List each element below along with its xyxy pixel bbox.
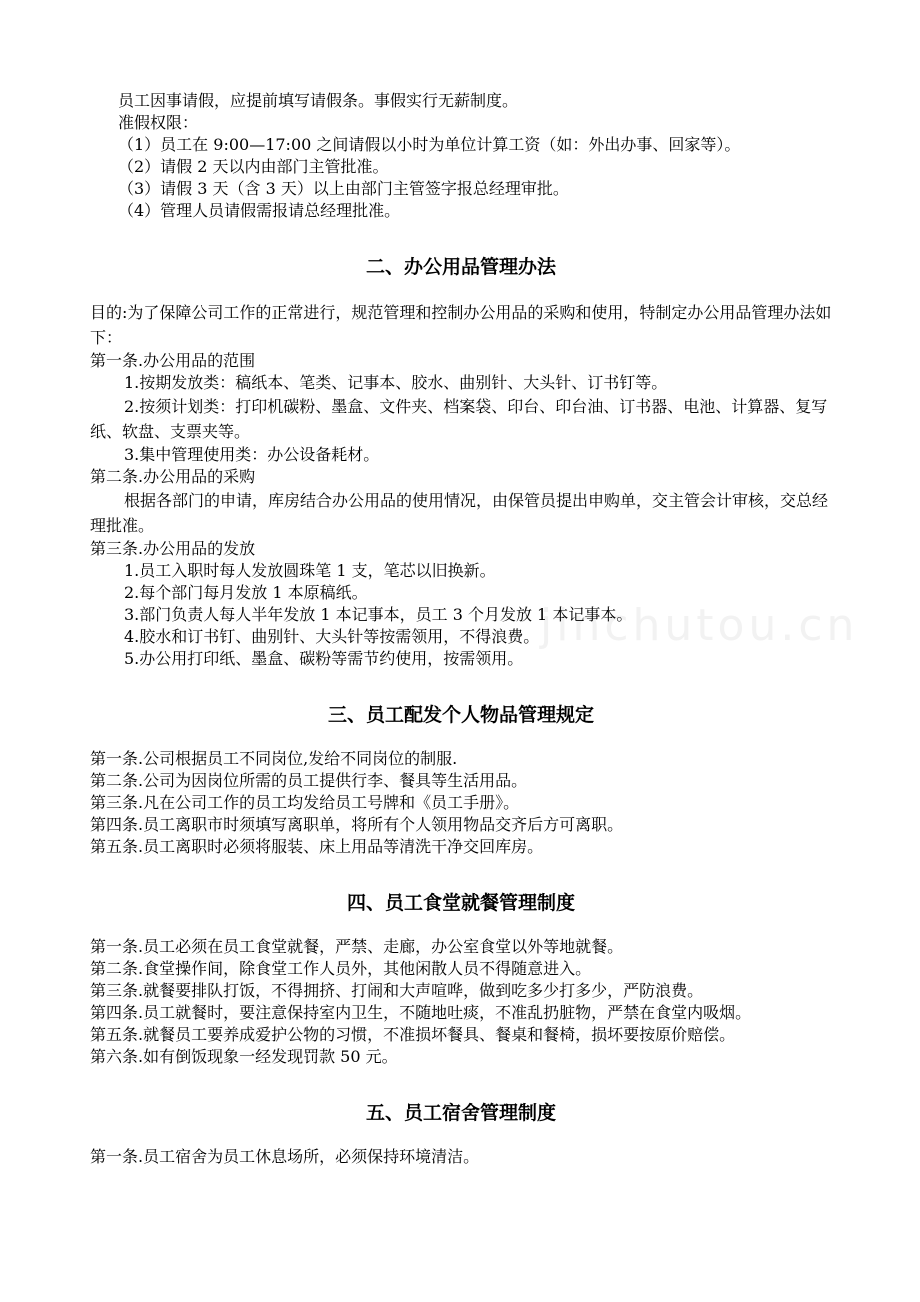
watermark: jinchutou.cn bbox=[540, 600, 859, 651]
section-3-body bbox=[90, 748, 832, 858]
article-title: 第一条.办公用品的范围 bbox=[90, 351, 256, 370]
leave-item: （3）请假 3 天（含 3 天）以上由部门主管签字报总经理审批。 bbox=[118, 179, 569, 198]
article-body: 根据各部门的申请，库房结合办公用品的使用情况，由保管员提出申购单，交主管会计审核，交总经理批准。 bbox=[90, 491, 829, 535]
document-page bbox=[90, 90, 832, 1168]
list-item: 第一条.员工必须在员工食堂就餐，严禁、走廊，办公室食堂以外等地就餐。 bbox=[90, 937, 624, 956]
leave-line-1: 员工因事请假，应提前填写请假条。事假实行无薪制度。 bbox=[118, 91, 519, 110]
list-item: 第一条.公司根据员工不同岗位,发给不同岗位的制服. bbox=[90, 749, 458, 768]
list-item: 第五条.员工离职时必须将服装、床上用品等清洗干净交回库房。 bbox=[90, 837, 544, 856]
section-3-title: 三、员工配发个人物品管理规定 bbox=[327, 704, 594, 726]
leave-item: （2）请假 2 天以内由部门主管批准。 bbox=[118, 157, 389, 176]
article-title: 第二条.办公用品的采购 bbox=[90, 467, 256, 486]
section-5-body bbox=[90, 1146, 832, 1168]
section-2-title: 二、办公用品管理办法 bbox=[365, 256, 556, 278]
list-item: 第三条.就餐要排队打饭，不得拥挤、打闹和大声喧哗，做到吃多少打多少，严防浪费。 bbox=[90, 981, 704, 1000]
section-2-body bbox=[90, 300, 832, 670]
list-item: 2.按须计划类：打印机碳粉、墨盒、文件夹、档案袋、印台、印台油、订书器、电池、计算器、复写纸、软盘、支票夹等。 bbox=[90, 397, 828, 441]
list-item: 第二条.食堂操作间，除食堂工作人员外，其他闲散人员不得随意进入。 bbox=[90, 959, 592, 978]
list-item: 5.办公用打印纸、墨盒、碳粉等需节约使用，按需领用。 bbox=[124, 649, 524, 668]
leave-line-2: 准假权限： bbox=[118, 113, 199, 132]
list-item: 第二条.公司为因岗位所需的员工提供行李、餐具等生活用品。 bbox=[90, 771, 528, 790]
section-5-title: 五、员工宿舍管理制度 bbox=[365, 1102, 556, 1124]
list-item: 1.按期发放类：稿纸本、笔类、记事本、胶水、曲别针、大头针、订书钉等。 bbox=[124, 373, 668, 392]
list-item: 2.每个部门每月发放 1 本原稿纸。 bbox=[124, 583, 368, 602]
list-item: 第三条.凡在公司工作的员工均发给员工号牌和《员工手册》。 bbox=[90, 793, 520, 812]
section-4-body bbox=[90, 936, 832, 1068]
list-item: 1.员工入职时每人发放圆珠笔 1 支，笔芯以旧换新。 bbox=[124, 561, 496, 580]
list-item: 第五条.就餐员工要养成爱护公物的习惯，不准损坏餐具、餐桌和餐椅，损坏要按原价赔偿。 bbox=[90, 1025, 736, 1044]
list-item: 第六条.如有倒饭现象一经发现罚款 50 元。 bbox=[90, 1047, 398, 1066]
leave-block bbox=[90, 90, 832, 222]
list-item: 4.胶水和订书钉、曲别针、大头针等按需领用，不得浪费。 bbox=[124, 627, 540, 646]
leave-item: （4）管理人员请假需报请总经理批准。 bbox=[118, 201, 401, 220]
leave-item: （1）员工在 9:00—17:00 之间请假以小时为单位计算工资（如：外出办事、回家等）。 bbox=[118, 135, 741, 154]
list-item: 第四条.员工就餐时，要注意保持室内卫生，不随地吐痰，不准乱扔脏物，严禁在食堂内吸烟。 bbox=[90, 1003, 752, 1022]
list-item: 第一条.员工宿舍为员工休息场所，必须保持环境清洁。 bbox=[90, 1147, 480, 1166]
list-item: 3.部门负责人每人半年发放 1 本记事本，员工 3 个月发放 1 本记事本。 bbox=[124, 605, 633, 624]
section-2-purpose: 目的:为了保障公司工作的正常进行，规范管理和控制办公用品的采购和使用，特制定办公用品管理办法如下： bbox=[90, 303, 832, 347]
article-title: 第三条.办公用品的发放 bbox=[90, 539, 256, 558]
list-item: 3.集中管理使用类：办公设备耗材。 bbox=[124, 445, 380, 464]
list-item: 第四条.员工离职市时须填写离职单，将所有个人领用物品交齐后方可离职。 bbox=[90, 815, 624, 834]
section-4-title: 四、员工食堂就餐管理制度 bbox=[346, 892, 575, 914]
